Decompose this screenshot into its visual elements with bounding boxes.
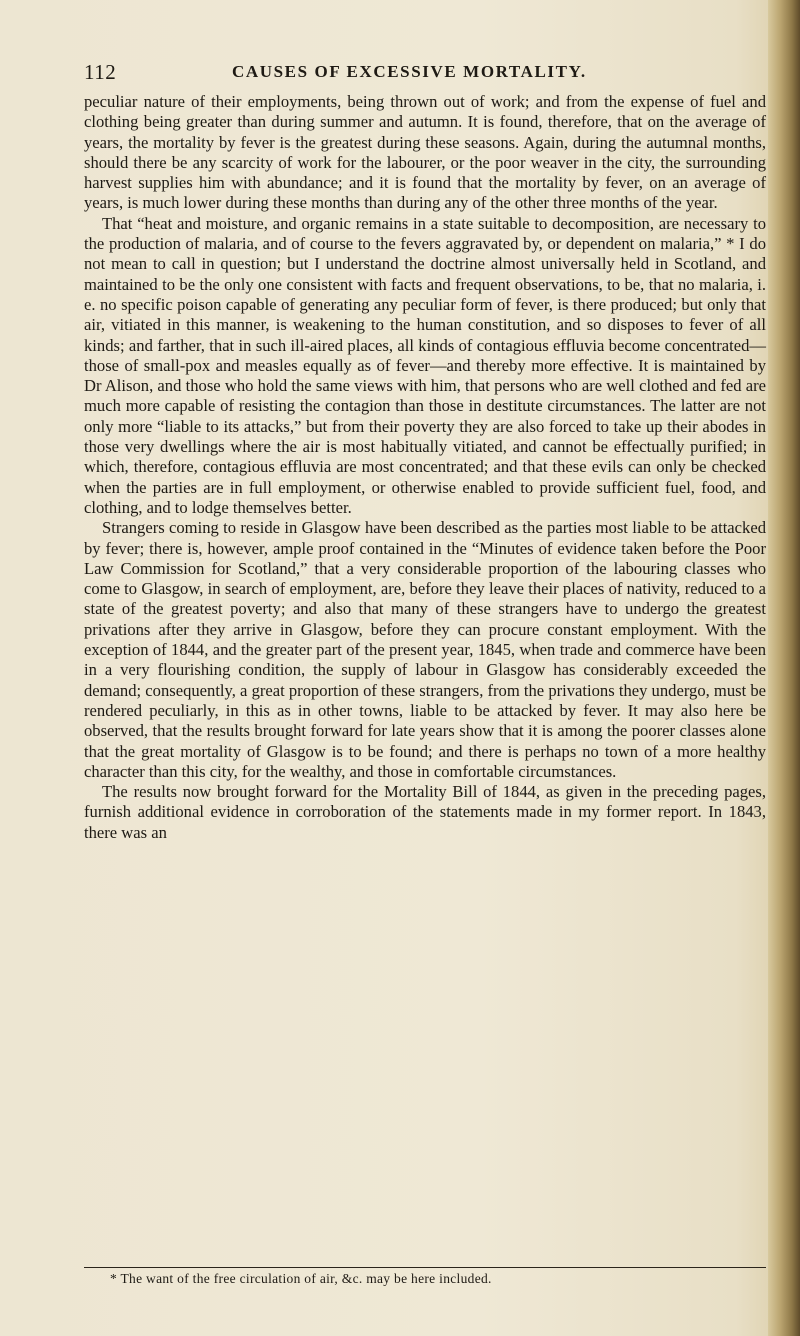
footnote: * The want of the free circulation of air, &c. may be here included. [110, 1271, 492, 1286]
running-head: CAUSES OF EXCESSIVE MORTALITY. [232, 62, 587, 81]
page-number: 112 [84, 60, 117, 84]
paragraph-1: peculiar nature of their employments, being thrown out of work; and from the expense of fuel and clothing being greater than during summer and autumn. It is found, therefore, that on the average of years, the mortality by fever is the greatest during these seasons. Again, during the autumnal months, should there be any scarcity of work for the labourer, or the poor weaver in the city, the surrounding harvest supplies him with abundance; and it is found that the mortality by fever, on an average of years, is much lower during these months than during any of the other three months of the year. [84, 92, 766, 213]
paragraph-3: Strangers coming to reside in Glasgow have been described as the parties most liable to be attacked by fever; there is, however, ample proof contained in the “Minutes of evidence taken before the Poor Law Commission for Scotland,” that a very considerable proportion of the labouring classes who come to Glasgow, in search of employment, are, before they leave their places of nativity, reduced to a state of the greatest poverty; and also that many of these strangers have to undergo the greatest privations after they arrive in Glasgow, before they can procure constant employment. With the exception of 1844, and the greater part of the present year, 1845, when trade and commerce have been in a very flourishing condition, the supply of labour in Glasgow has considerably exceeded the demand; consequently, a great proportion of these strangers, from the privations they undergo, must be rendered peculiarly, in this as in other towns, liable to be attacked by fever. It may also here be observed, that the results brought forward for late years show that it is among the poorer classes alone that the great mortality of Glasgow is to be found; and there is perhaps no town of a more healthy character than this city, for the wealthy, and those in comfortable circumstances. [84, 518, 767, 781]
page-gutter-edge [768, 0, 800, 1336]
page-header [84, 60, 764, 86]
paragraph-2: That “heat and moisture, and organic remains in a state suitable to decomposition, are necessary to the production of malaria, and of course to the fevers aggravated by, or dependent on malaria,” * I do not mean to call in question; but I understand the doctrine almost universally held in Scotland, and maintained to be the only one consistent with facts and frequent observations, to be, that no malaria, i. e. no specific poison capable of generating any peculiar form of fever, is there produced; but only that air, vitiated in this manner, is weakening to the human constitution, and so disposes to fever of all kinds; and farther, that in such ill-aired places, all kinds of contagious effluvia become concentrated—those of small-pox and measles equally as of fever—and thereby more effective. It is maintained by Dr Alison, and those who hold the same views with him, that persons who are well clothed and fed are much more capable of resisting the contagion than those in destitute circumstances. The latter are not only more “liable to its attacks,” but from their poverty they are also forced to take up their abodes in those very dwellings where the air is most habitually vitiated, and cannot be effectually purified; in which, therefore, contagious effluvia are most concentrated; and that these evils can only be checked when the parties are in full employment, or otherwise enabled to provide sufficient fuel, food, and clothing, and to lodge themselves better. [84, 213, 766, 517]
paragraph-4: The results now brought forward for the Mortality Bill of 1844, as given in the preceding pages, furnish additional evidence in corroboration of the statements made in my former report. In 1843, there was an [84, 782, 766, 842]
body-text [84, 92, 766, 843]
footnote-rule [84, 1267, 766, 1268]
